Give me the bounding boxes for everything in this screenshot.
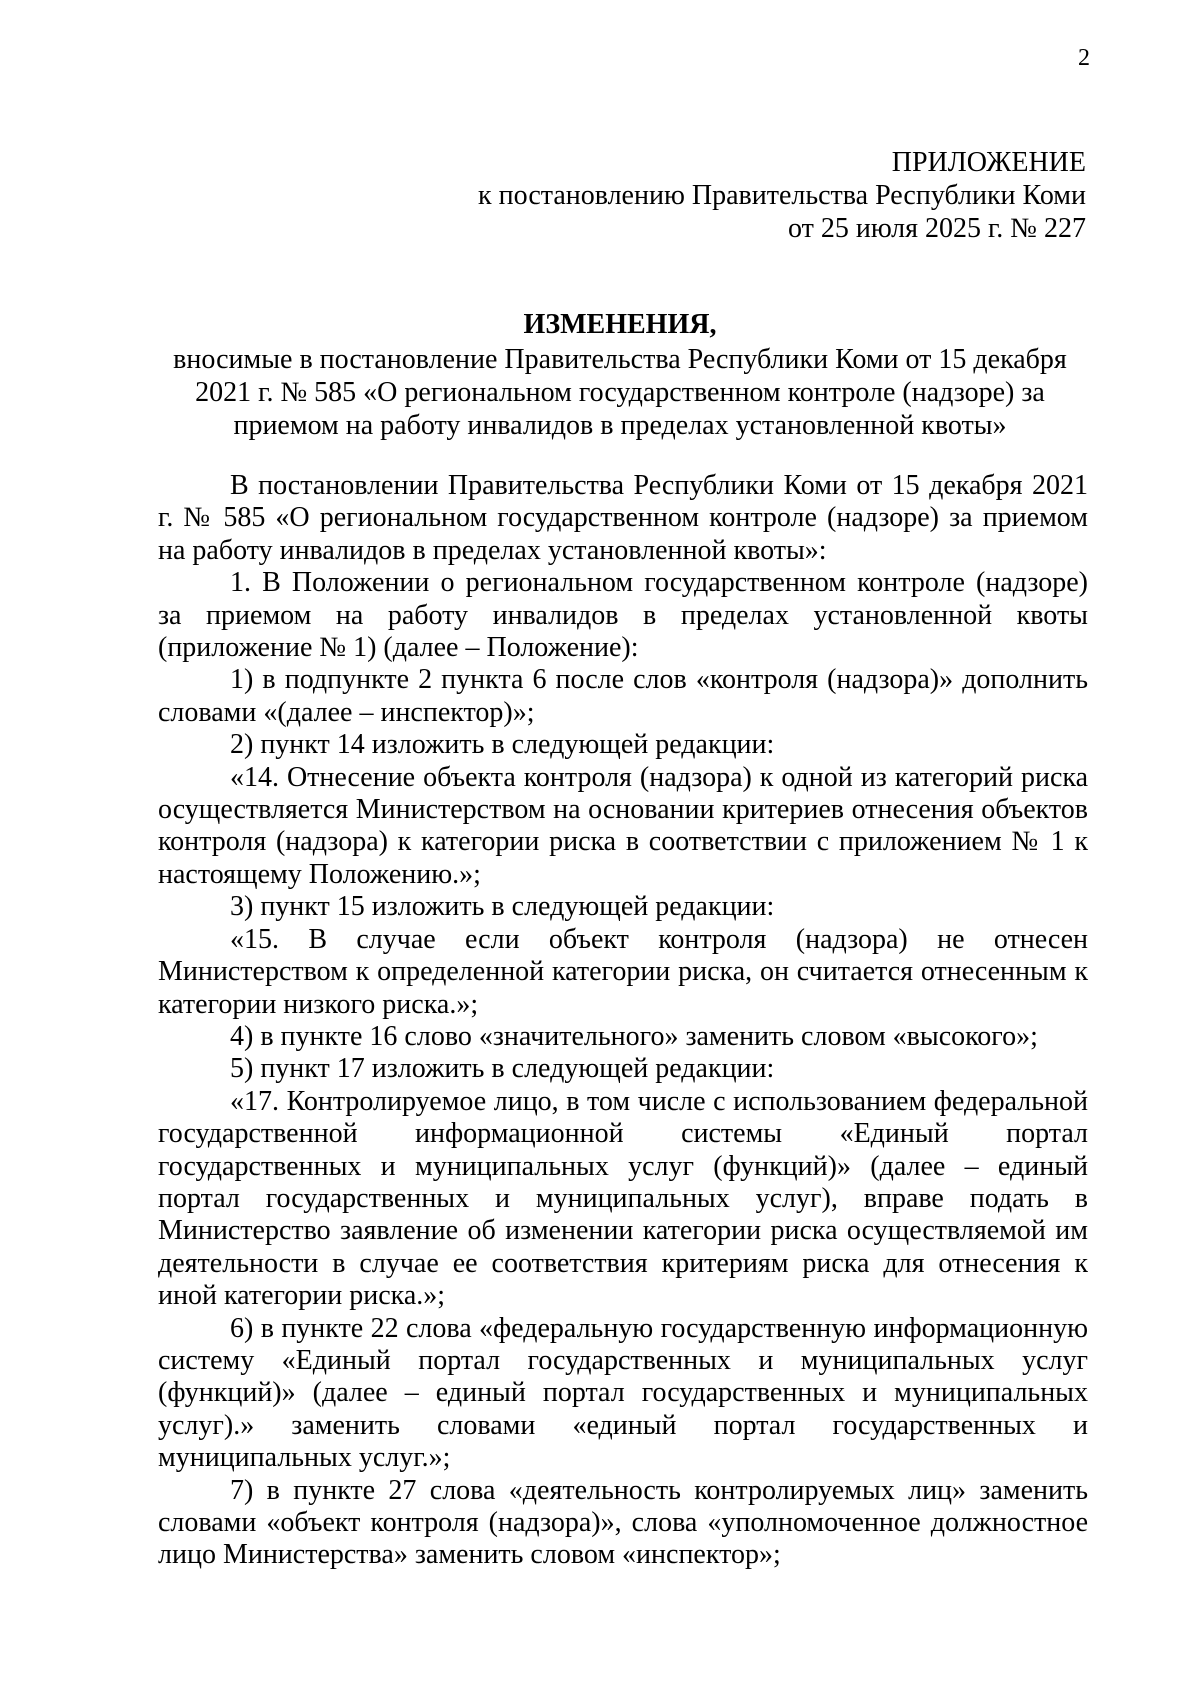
body-paragraph: В постановлении Правительства Республики Коми от 15 декабря 2021 г. № 585 «О региональном государственном контроле (надзоре) за приемом на работу инвалидов в пределах установленной квоты»: bbox=[158, 470, 1088, 566]
heading-subtitle-line: приемом на работу инвалидов в пределах установленной квоты» bbox=[233, 410, 1007, 441]
body-paragraph: «17. Контролируемое лицо, в том числе с использованием федеральной государственной информационной системы «Единый портал государственных и муниципальных услуг (функций)» (далее – единый портал государственных и муниципальных услуг), вправе подать в Министерство заявление об изменении категории риска осуществляемой им деятельности в случае ее соответствия критериям риска для отнесения к иной категории риска.»; bbox=[158, 1085, 1088, 1312]
body-paragraph: 5) пункт 17 изложить в следующей редакции: bbox=[230, 1053, 775, 1085]
heading-title: ИЗМЕНЕНИЯ, bbox=[523, 309, 717, 340]
body-paragraph: 4) в пункте 16 слово «значительного» заменить словом «высокого»; bbox=[230, 1020, 1038, 1052]
body-paragraph: 2) пункт 14 изложить в следующей редакции: bbox=[230, 729, 775, 761]
heading-subtitle bbox=[160, 343, 1080, 442]
page-number: 2 bbox=[1078, 45, 1090, 71]
body-paragraph: 6) в пункте 22 слова «федеральную государственную информационную систему «Единый портал государственных и муниципальных услуг (функций)» (далее – единый портал государственных и муниципальных услуг).» заменить словами «единый портал государственных и муниципальных услуг.»; bbox=[158, 1312, 1088, 1474]
heading-subtitle-line: 2021 г. № 585 «О региональном государственном контроле (надзоре) за bbox=[195, 377, 1045, 408]
body-paragraph: «15. В случае если объект контроля (надзора) не отнесен Министерством к определенной категории риска, он считается отнесенным к категории низкого риска.»; bbox=[158, 923, 1088, 1020]
heading-subtitle-line: вносимые в постановление Правительства Республики Коми от 15 декабря bbox=[173, 344, 1067, 375]
body-paragraph: 1) в подпункте 2 пункта 6 после слов «контроля (надзора)» дополнить словами «(далее – инспектор)»; bbox=[158, 664, 1088, 728]
body-paragraph: 1. В Положении о региональном государственном контроле (надзоре) за приемом на работу инвалидов в пределах установленной квоты (приложение № 1) (далее – Положение): bbox=[158, 567, 1088, 664]
body-paragraph: «14. Отнесение объекта контроля (надзора) к одной из категорий риска осуществляется Министерством на основании критериев отнесения объектов контроля (надзора) к категории риска в соответствии с приложением № 1 к настоящему Положению.»; bbox=[158, 761, 1088, 890]
document-body bbox=[158, 470, 1088, 1572]
body-paragraph: 7) в пункте 27 слова «деятельность контролируемых лиц» заменить словами «объект контроля (надзора)», слова «уполномоченное должностное лицо Министерства» заменить словом «инспектор»; bbox=[158, 1474, 1088, 1571]
document-heading bbox=[160, 308, 1080, 442]
appendix-date: от 25 июля 2025 г. № 227 bbox=[788, 213, 1086, 244]
appendix-title: ПРИЛОЖЕНИЕ bbox=[891, 147, 1086, 178]
appendix-reference: к постановлению Правительства Республики Коми bbox=[478, 180, 1086, 211]
body-paragraph: 3) пункт 15 изложить в следующей редакции: bbox=[230, 891, 775, 923]
appendix-block bbox=[478, 146, 1086, 245]
